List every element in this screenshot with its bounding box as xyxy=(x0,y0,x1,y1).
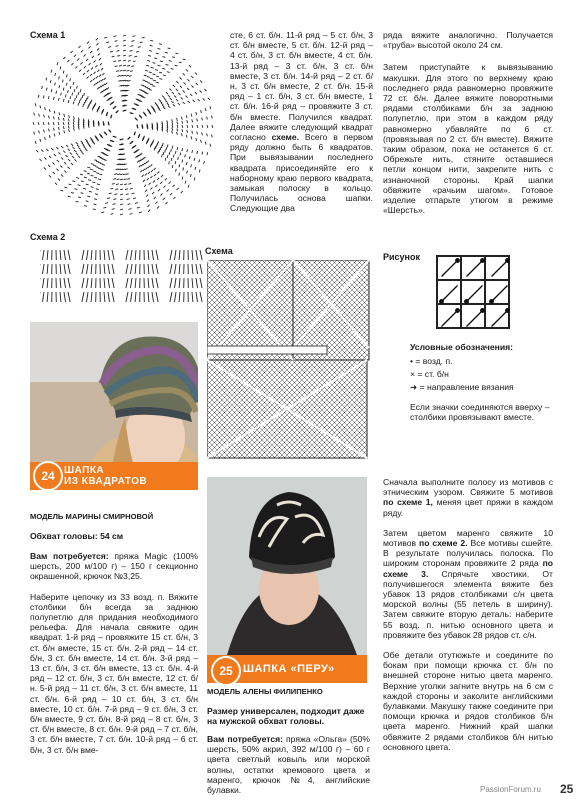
scheme2-diagram xyxy=(40,248,220,308)
legend-title: Условные обозначения: xyxy=(410,342,513,352)
hat24-title-line2: ИЗ КВАДРАТОВ xyxy=(64,476,148,487)
scheme1-diagram xyxy=(28,30,218,220)
hat25-number-badge: 25 xyxy=(211,656,241,686)
hat24-instructions: Наберите цепочку из 33 возд. п. Вяжите столбики б/н всегда за заднюю полупетлю для придания необходимого рельефа. Для начала свяжите один квадрат. 1-й ряд – провяжите 15 ст. б/н, 3 ст. б/н вместе, 15 ст. б/н. 2-й ряд – 14 ст. б/н, 3 ст. б/н вместе, 14 ст. б/н. 3-й ряд – 13 ст. б/н, 3 ст. б/н вместе, 13 ст. б/н. 4-й ряд – 12 ст. б/н, 3 ст. б/н вместе, 12 ст. б/н. 5-й ряд – 11 ст. б/н, 3 ст. б/н вместе, 11 ст. б/н. 6-й ряд – 10 ст. б/н, 3 ст. б/н вместе, 10 ст. б/н. 7-й ряд – 9 ст. б/н, 3 ст. б/н вместе, 9 ст. б/н. 8-й ряд – 8 ст. б/н, 3 ст. б/н вместе, 8 ст. б/н. 9-й ряд – 7 ст. б/н, 3 ст. б/н вместе, 7 ст. б/н. 10-й ряд – 6 ст. б/н, 3 ст. б/н вме- xyxy=(30,591,198,755)
hat25-title: ШАПКА «ПЕРУ» xyxy=(243,663,335,675)
hat25-needs: Вам потребуется: пряжа «Ольга» (50% шерсть, 50% акрил, 392 м/100 г) – 60 г цвета светлый ковыль или морской волны, остатки кремового цвета и маренго, крючок №4, английские булавки. xyxy=(207,734,371,796)
hat25-size: Размер универсален, подходит даже на мужской обхват головы. xyxy=(207,706,365,726)
legend-item: ➜ = направление вязания xyxy=(410,382,514,392)
watermark: PassionForum.ru xyxy=(480,785,541,794)
main-scheme-label: Схема xyxy=(205,246,233,256)
hat24-title-line1: ШАПКА xyxy=(64,465,105,476)
hat25-text-2: Затем цветом маренго свяжите 10 мотивов по схеме 2. Все мотивы сшейте. В результате получилась полоска. По широким сторонам провяжите 2 ряда по схеме 3. Спрячьте хвостики. От получившегося элемента вяжите без убавок 13 рядов столбиками с/н цвета морской волны (55 петель в ширину). Затем свяжите вторую деталь: наберите 55 возд. п. нитью основного цвета и провяжите без убавок 28 рядов ст. с/н. xyxy=(383,527,554,640)
hat25-model: МОДЕЛЬ АЛЕНЫ ФИЛИПЕНКО xyxy=(207,687,323,696)
hat25-text-1: Сначала выполните полосу из мотивов с этническим узором. Свяжите 5 мотивов по схеме 1, меняя цвет пряжи в каждом ряду. xyxy=(383,477,554,518)
hat24-size: Обхват головы: 54 см xyxy=(30,531,124,541)
main-scheme-diagram xyxy=(207,260,370,460)
hat25-photo xyxy=(207,477,367,655)
figure-label: Рисунок xyxy=(383,252,420,262)
column3-text-2: Затем приступайте к вывязыванию макушки. Для этого по верхнему краю последнего ряда равномерно провяжите 72 ст. б/н. Далее вяжите поворотными рядами столбиками б/н за заднюю полупетлю, при этом в каждом ряду равномерно убавляйте по 6 ст. (провязывая по 2 ст. б/н вместе). Вяжите таким образом, пока не останется 6 ст. Обрежьте нить, стяните оставшиеся петли концом нити, закрепите нить с изнаночной стороны. Край шапки обвяжите «рачьим шагом». Готовое изделие отпарьте утюгом в режиме «Шерсть». xyxy=(383,62,553,216)
scheme1-label: Схема 1 xyxy=(30,30,66,40)
legend-symbol: × xyxy=(410,369,418,379)
legend xyxy=(410,342,560,422)
legend-item: • = возд. п. xyxy=(410,356,453,366)
legend-symbol: • xyxy=(410,356,416,366)
column2-text: сте, 6 ст. б/н. 11-й ряд – 5 ст. б/н, 3 ст. б/н вместе, 5 ст. б/н. 12-й ряд – 4 ст. б/н, 3 ст. б/н вместе, 4 ст. б/н. 13-й ряд – 3 ст. б/н, 3 ст. б/н вместе, 3 ст. б/н. 14-й ряд – 2 ст. б/н, 3 ст. б/н вместе, 2 ст. б/н. 15-й ряд – 1 ст. б/н, 3 ст. б/н вместе, 1 ст. б/н. 16-й ряд – провяжите 3 ст. б/н вместе. Получился квадрат. Далее вяжите следующий квадрат согласно схеме. Всего в первом ряду должно быть 6 квадратов. При вывязывании последнего квадрата присоединяйте его к наборному краю первого квадрата, замыкая полоску в кольцо. Получилась основа шапки. Следующие два xyxy=(230,30,374,214)
figure-arrows xyxy=(437,256,512,331)
hat24-needs: Вам потребуется: пряжа Magic (100% шерсть, 200 м/100 г) – 150 г секционно окрашенной, крючок №3,25. xyxy=(30,551,198,582)
hat24-number-badge: 24 xyxy=(33,461,63,491)
legend-item: × = ст. б/н xyxy=(410,369,449,379)
column3-text-1: ряда вяжите аналогично. Получается «труба» высотой около 24 см. xyxy=(383,30,553,51)
page-number: 25 xyxy=(560,782,574,796)
hat24-model: МОДЕЛЬ МАРИНЫ СМИРНОВОЙ xyxy=(30,512,154,521)
hat24-photo xyxy=(30,322,198,482)
legend-note: Если значки соединяются вверху – столбики провязывают вместе. xyxy=(410,402,550,423)
hat25-text-3: Обе детали отутюжьте и соедините по бокам при помощи крючка ст. б/н по внешней стороне нитью цвета маренго. Верхние уголки загните внутрь на 6 см с каждой стороны и заколите английскими булавками. Макушку также соедините при помощи крючка и рядов столбиков б/н цвета маренго. Нижний край шапки обвяжите 2 рядами столбиков б/н нитью основного цвета. xyxy=(383,650,553,752)
scheme2-label: Схема 2 xyxy=(30,232,66,242)
legend-symbol: ➜ xyxy=(410,382,420,392)
